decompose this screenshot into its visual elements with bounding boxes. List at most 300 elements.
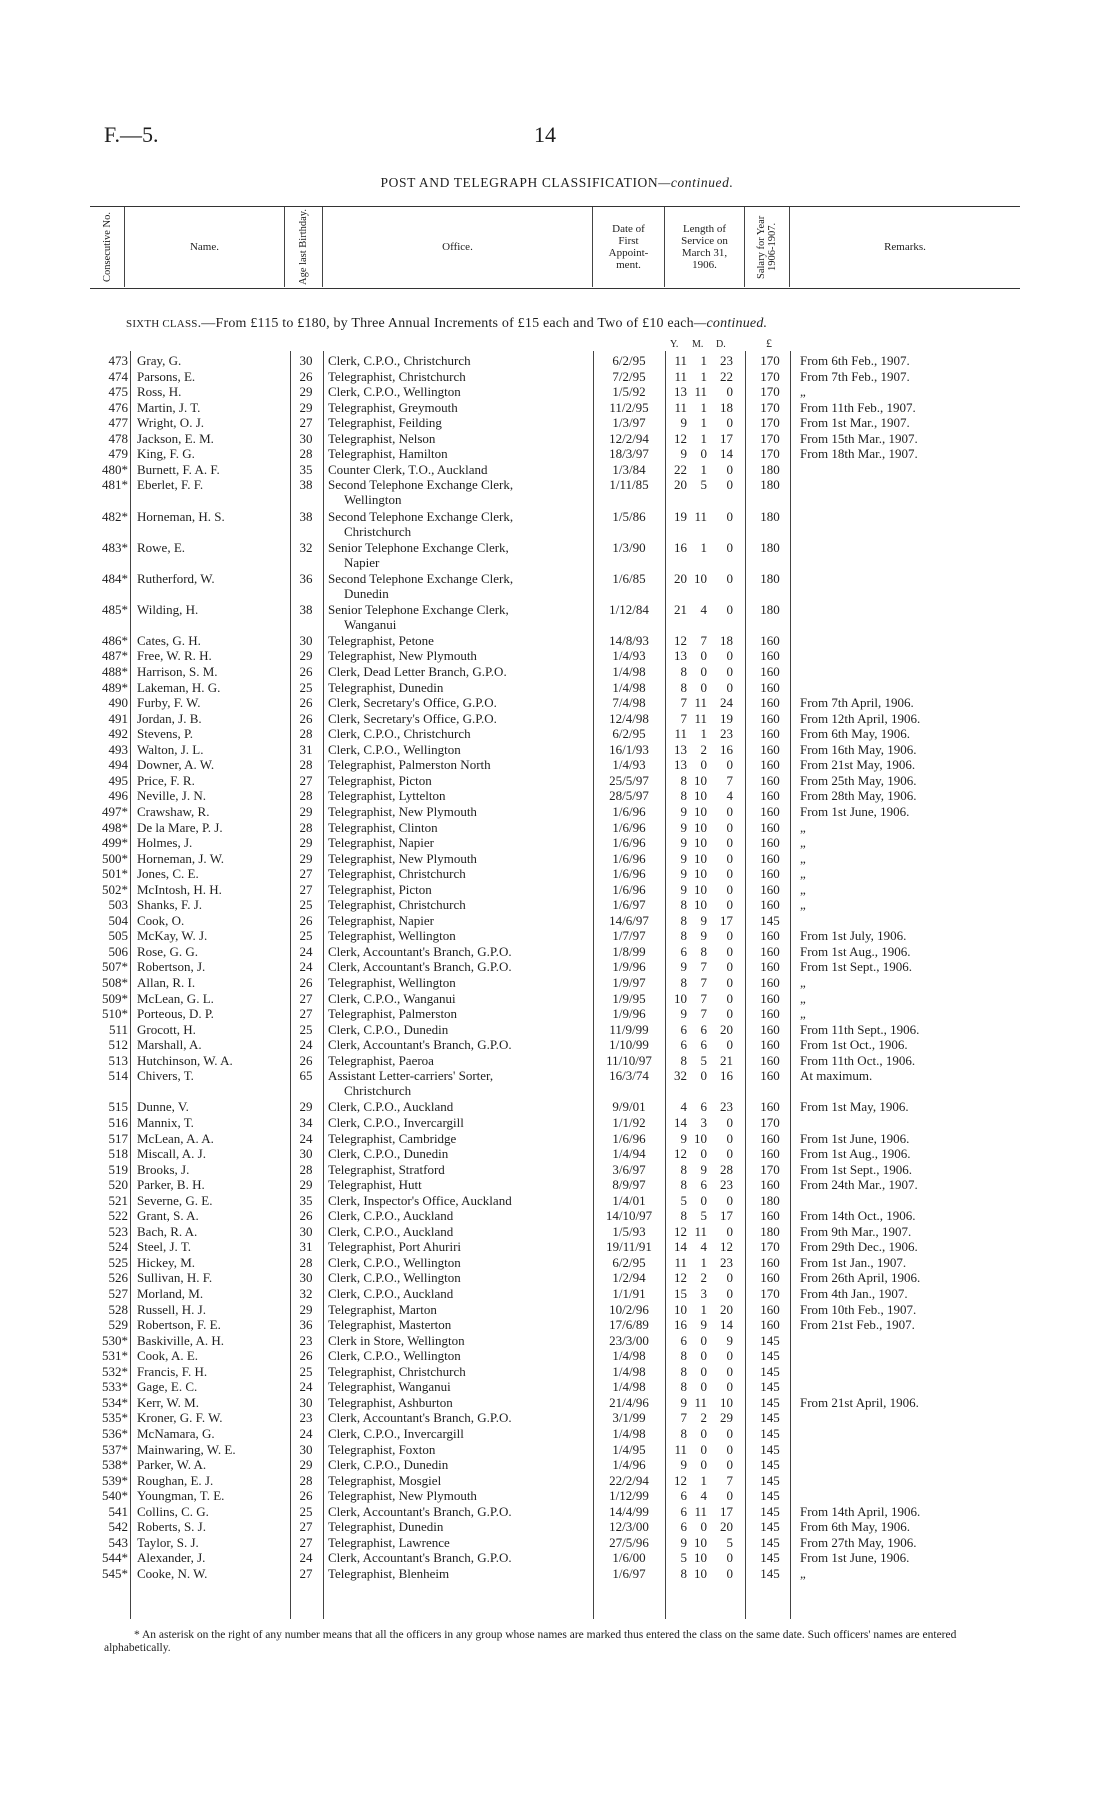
service-days: 0 xyxy=(726,1457,733,1473)
office xyxy=(328,664,585,679)
salary: 160 xyxy=(760,1068,780,1084)
appointment-date: 1/4/98 xyxy=(612,1379,646,1395)
officer-name: Russell, H. J. xyxy=(137,1301,206,1317)
appointment-date: 1/6/96 xyxy=(612,866,646,882)
service-days: 18 xyxy=(720,399,733,415)
service-years: 8 xyxy=(680,772,687,788)
office xyxy=(328,509,585,539)
age: 29 xyxy=(299,1099,313,1115)
remarks: From 9th Mar., 1907. xyxy=(800,1223,912,1239)
no: 506 xyxy=(108,943,128,959)
age: 36 xyxy=(299,570,313,586)
service-days: 0 xyxy=(726,1037,733,1053)
salary: 170 xyxy=(760,1286,780,1301)
age: 38 xyxy=(299,601,313,617)
office xyxy=(328,1535,585,1550)
salary: 170 xyxy=(760,1239,780,1255)
office-line: Clerk, C.P.O., Wellington xyxy=(328,1270,461,1286)
office-line: Telegraphist, Napier xyxy=(328,835,434,851)
office xyxy=(328,1162,585,1177)
appointment-date: 1/4/98 xyxy=(612,1363,646,1379)
office xyxy=(328,1177,585,1192)
appointment-date: 6/2/95 xyxy=(612,726,646,742)
age: 25 xyxy=(299,928,313,944)
office xyxy=(328,991,585,1006)
no: 518 xyxy=(108,1146,128,1162)
service-years: 8 xyxy=(680,897,687,913)
no: 532* xyxy=(102,1363,128,1379)
age: 29 xyxy=(299,1301,313,1317)
service-months: 11 xyxy=(694,508,707,524)
officer-name: Mannix, T. xyxy=(137,1114,194,1130)
service-months: 11 xyxy=(694,710,707,726)
no: 479 xyxy=(108,446,128,462)
office xyxy=(328,1193,585,1208)
service-days: 0 xyxy=(726,508,733,524)
service-days: 0 xyxy=(726,1425,733,1441)
office xyxy=(328,726,585,741)
age: 28 xyxy=(299,1161,313,1177)
salary: 160 xyxy=(760,881,780,897)
office xyxy=(328,1255,585,1270)
remarks: From 1st Sept., 1906. xyxy=(800,959,912,975)
service-months: 2 xyxy=(700,1270,707,1286)
office-line: Telegraphist, Dunedin xyxy=(328,679,444,695)
service-months: 0 xyxy=(700,446,707,462)
appointment-date: 12/4/98 xyxy=(609,710,649,726)
header-salary: Salary for Year 1906-1907. xyxy=(745,207,790,287)
appointment-date: 11/10/97 xyxy=(606,1052,652,1068)
service-days: 0 xyxy=(726,959,733,975)
remarks: From 6th Feb., 1907. xyxy=(800,353,910,368)
office-line: Telegraphist, Feilding xyxy=(328,415,442,431)
officer-name: Chivers, T. xyxy=(137,1068,194,1084)
age: 25 xyxy=(299,1021,313,1037)
salary: 160 xyxy=(760,803,780,819)
office-line: Clerk, Dead Letter Branch, G.P.O. xyxy=(328,664,507,679)
office xyxy=(328,804,585,819)
office xyxy=(328,540,585,570)
appointment-date: 1/5/93 xyxy=(612,1223,646,1239)
appointment-date: 12/2/94 xyxy=(609,430,649,446)
no: 489* xyxy=(102,679,128,695)
salary: 160 xyxy=(760,757,780,773)
service-days: 29 xyxy=(720,1410,733,1426)
service-days: 0 xyxy=(726,1488,733,1504)
office-line: Telegraphist, Masterton xyxy=(328,1317,452,1333)
no: 526 xyxy=(108,1270,128,1286)
appointment-date: 1/4/98 xyxy=(612,1425,646,1441)
no: 544* xyxy=(102,1550,128,1566)
remarks: From 12th April, 1906. xyxy=(800,710,921,726)
office xyxy=(328,446,585,461)
age: 26 xyxy=(299,1488,313,1504)
service-days: 0 xyxy=(726,415,733,431)
office xyxy=(328,680,585,695)
office xyxy=(328,369,585,384)
service-years: 12 xyxy=(674,430,687,446)
service-days: 21 xyxy=(720,1052,733,1068)
service-years: 8 xyxy=(680,1565,687,1581)
salary: 145 xyxy=(760,1534,780,1550)
appointment-date: 1/3/84 xyxy=(612,461,646,477)
no: 482* xyxy=(102,508,128,524)
service-months: 5 xyxy=(700,1208,707,1224)
appointment-date: 1/5/92 xyxy=(612,384,646,400)
service-years: 7 xyxy=(680,710,687,726)
remarks: From 1st Jan., 1907. xyxy=(800,1254,907,1270)
service-days: 0 xyxy=(726,975,733,990)
office xyxy=(328,773,585,788)
service-months: 10 xyxy=(694,772,707,788)
service-days: 17 xyxy=(720,912,733,928)
office-line: Clerk, Accountant's Branch, G.P.O. xyxy=(328,1503,512,1519)
office-line: Clerk, Accountant's Branch, G.P.O. xyxy=(328,1410,512,1426)
office-line: Telegraphist, Wellington xyxy=(328,928,456,944)
service-months: 11 xyxy=(694,384,707,400)
service-days: 23 xyxy=(720,1177,733,1193)
salary: 145 xyxy=(760,1519,780,1535)
officer-name: Walton, J. L. xyxy=(137,741,204,757)
officer-name: Cates, G. H. xyxy=(137,632,201,648)
service-months: 0 xyxy=(700,1379,707,1395)
office xyxy=(328,1006,585,1021)
office xyxy=(328,1395,585,1410)
officer-name: Kerr, W. M. xyxy=(137,1394,199,1410)
appointment-date: 1/4/98 xyxy=(612,1348,646,1364)
remarks: „ xyxy=(800,1565,806,1581)
office-line: Telegraphist, New Plymouth xyxy=(328,850,477,866)
service-days: 28 xyxy=(720,1161,733,1177)
service-years: 15 xyxy=(674,1286,687,1301)
officer-name: Cook, A. E. xyxy=(137,1348,199,1364)
service-years: 9 xyxy=(680,1534,687,1550)
service-days: 20 xyxy=(720,1519,733,1535)
office-line: Telegraphist, Hutt xyxy=(328,1177,422,1193)
header-remarks: Remarks. xyxy=(884,241,926,253)
office-line: Senior Telephone Exchange Clerk, xyxy=(328,601,509,617)
remarks: From 6th May, 1906. xyxy=(800,726,911,742)
age: 28 xyxy=(299,788,313,804)
salary: 180 xyxy=(760,1223,780,1239)
remarks: From 11th Feb., 1907. xyxy=(800,399,916,415)
service-days: 0 xyxy=(726,477,733,493)
remarks: From 26th April, 1906. xyxy=(800,1270,921,1286)
service-years: 9 xyxy=(680,835,687,851)
appointment-date: 1/1/92 xyxy=(612,1114,646,1130)
remarks: From 1st Aug., 1906. xyxy=(800,1146,911,1162)
service-months: 6 xyxy=(700,1021,707,1037)
service-years: 6 xyxy=(680,1503,687,1519)
salary: 160 xyxy=(760,1254,780,1270)
service-years: 9 xyxy=(680,881,687,897)
salary: 170 xyxy=(760,430,780,446)
service-years: 10 xyxy=(674,1301,687,1317)
service-years: 16 xyxy=(674,1317,687,1333)
service-years: 9 xyxy=(680,866,687,882)
office-line: Napier xyxy=(344,554,380,570)
office-line: Telegraphist, Clinton xyxy=(328,819,438,835)
salary: 145 xyxy=(760,1488,780,1504)
age: 24 xyxy=(299,1379,313,1395)
salary: 160 xyxy=(760,679,780,695)
office-line: Clerk, C.P.O., Wellington xyxy=(328,1348,461,1364)
service-days: 12 xyxy=(720,1239,733,1255)
office xyxy=(328,711,585,726)
appointment-date: 1/1/91 xyxy=(612,1286,646,1301)
appointment-date: 1/7/97 xyxy=(612,928,646,944)
office-line: Telegraphist, Dunedin xyxy=(328,1519,444,1535)
officer-name: Collins, C. G. xyxy=(137,1503,209,1519)
appointment-date: 1/9/97 xyxy=(612,975,646,990)
office-line: Clerk, Accountant's Branch, G.P.O. xyxy=(328,1550,512,1566)
salary: 160 xyxy=(760,710,780,726)
officer-name: Holmes, J. xyxy=(137,835,193,851)
salary: 160 xyxy=(760,772,780,788)
remarks: „ xyxy=(800,850,806,866)
age: 24 xyxy=(299,1037,313,1053)
age: 30 xyxy=(299,1394,313,1410)
office xyxy=(328,1146,585,1161)
salary: 160 xyxy=(760,726,780,742)
service-years: 6 xyxy=(680,1021,687,1037)
service-months: 10 xyxy=(694,1130,707,1146)
no: 522 xyxy=(108,1208,128,1224)
service-days: 18 xyxy=(720,632,733,648)
rule-office xyxy=(593,351,594,1619)
appointment-date: 11/9/99 xyxy=(609,1021,649,1037)
no: 507* xyxy=(102,959,128,975)
service-days: 7 xyxy=(726,772,733,788)
remarks: From 10th Feb., 1907. xyxy=(800,1301,917,1317)
no: 516 xyxy=(108,1114,128,1130)
service-days: 0 xyxy=(726,1270,733,1286)
appointment-date: 1/4/93 xyxy=(612,648,646,664)
age: 32 xyxy=(299,1286,313,1301)
office-line: Clerk, C.P.O., Auckland xyxy=(328,1286,454,1301)
age: 25 xyxy=(299,679,313,695)
service-years: 11 xyxy=(674,726,687,742)
no: 508* xyxy=(102,975,128,990)
service-days: 0 xyxy=(726,664,733,679)
appointment-date: 10/2/96 xyxy=(609,1301,649,1317)
salary: 160 xyxy=(760,959,780,975)
officer-name: Robertson, F. E. xyxy=(137,1317,221,1333)
remarks: From 21st May, 1906. xyxy=(800,757,916,773)
office-line: Clerk, Inspector's Office, Auckland xyxy=(328,1192,512,1208)
service-months: 7 xyxy=(700,632,707,648)
service-months: 7 xyxy=(700,975,707,990)
office xyxy=(328,835,585,850)
service-years: 8 xyxy=(680,664,687,679)
age: 26 xyxy=(299,1208,313,1224)
office xyxy=(328,1131,585,1146)
office-line: Clerk, C.P.O., Christchurch xyxy=(328,726,471,742)
age: 29 xyxy=(299,835,313,851)
officer-name: Roberts, S. J. xyxy=(137,1519,206,1535)
appointment-date: 1/6/96 xyxy=(612,835,646,851)
service-months: 6 xyxy=(700,1037,707,1053)
remarks: From 25th May, 1906. xyxy=(800,772,917,788)
office xyxy=(328,1068,585,1098)
service-months: 1 xyxy=(700,1254,707,1270)
appointment-date: 14/4/99 xyxy=(609,1503,649,1519)
office-line: Telegraphist, Lawrence xyxy=(328,1534,450,1550)
officer-name: Gage, E. C. xyxy=(137,1379,198,1395)
service-months: 1 xyxy=(700,415,707,431)
appointment-date: 1/4/01 xyxy=(612,1192,646,1208)
officer-name: Hutchinson, W. A. xyxy=(137,1052,233,1068)
remarks: „ xyxy=(800,1006,806,1022)
salary: 160 xyxy=(760,1301,780,1317)
service-years: 22 xyxy=(674,461,687,477)
no: 535* xyxy=(102,1410,128,1426)
appointment-date: 16/1/93 xyxy=(609,741,649,757)
service-months: 9 xyxy=(700,1317,707,1333)
no: 528 xyxy=(108,1301,128,1317)
remarks: From 6th May, 1906. xyxy=(800,1519,911,1535)
service-years: 8 xyxy=(680,788,687,804)
officer-name: Grant, S. A. xyxy=(137,1208,199,1224)
service-days: 0 xyxy=(726,835,733,851)
office-line: Clerk, Accountant's Branch, G.P.O. xyxy=(328,943,512,959)
office xyxy=(328,695,585,710)
officer-name: McLean, A. A. xyxy=(137,1130,214,1146)
appointment-date: 1/6/96 xyxy=(612,1130,646,1146)
office xyxy=(328,477,585,507)
service-days: 0 xyxy=(726,1286,733,1301)
office-line: Telegraphist, Wellington xyxy=(328,975,456,990)
service-days: 17 xyxy=(720,1503,733,1519)
salary: 145 xyxy=(760,1425,780,1441)
service-days: 0 xyxy=(726,819,733,835)
office-line: Telegraphist, Nelson xyxy=(328,430,436,446)
office xyxy=(328,1348,585,1363)
age: 30 xyxy=(299,1441,313,1457)
office xyxy=(328,1410,585,1425)
age: 30 xyxy=(299,1146,313,1162)
age: 27 xyxy=(299,772,313,788)
office-line: Clerk, Accountant's Branch, G.P.O. xyxy=(328,959,512,975)
salary: 160 xyxy=(760,1177,780,1193)
office-line: Telegraphist, Palmerston xyxy=(328,1006,458,1022)
office-line: Clerk, C.P.O., Wanganui xyxy=(328,990,456,1006)
age: 27 xyxy=(299,1565,313,1581)
service-days: 14 xyxy=(720,446,733,462)
salary: 160 xyxy=(760,1130,780,1146)
office xyxy=(328,1224,585,1239)
office xyxy=(328,928,585,943)
appointment-date: 1/3/97 xyxy=(612,415,646,431)
remarks: From 1st May, 1906. xyxy=(800,1099,909,1115)
no: 501* xyxy=(102,866,128,882)
service-months: 0 xyxy=(700,1332,707,1348)
no: 493 xyxy=(108,741,128,757)
no: 513 xyxy=(108,1052,128,1068)
remarks: From 1st Sept., 1906. xyxy=(800,1161,912,1177)
office-line: Telegraphist, New Plymouth xyxy=(328,648,477,664)
service-days: 17 xyxy=(720,430,733,446)
salary: 145 xyxy=(760,1379,780,1395)
service-months: 10 xyxy=(694,570,707,586)
no: 515 xyxy=(108,1099,128,1115)
no: 473 xyxy=(108,353,128,368)
service-years: 13 xyxy=(674,384,687,400)
office xyxy=(328,400,585,415)
remarks: From 1st June, 1906. xyxy=(800,1550,910,1566)
officer-name: Hickey, M. xyxy=(137,1254,196,1270)
service-days: 0 xyxy=(726,539,733,555)
office xyxy=(328,897,585,912)
officer-name: Cook, O. xyxy=(137,912,185,928)
service-years: 19 xyxy=(674,508,687,524)
service-months: 1 xyxy=(700,368,707,384)
service-days: 0 xyxy=(726,1146,733,1162)
age: 24 xyxy=(299,959,313,975)
service-months: 10 xyxy=(694,866,707,882)
service-years: 5 xyxy=(680,1192,687,1208)
no: 520 xyxy=(108,1177,128,1193)
remarks: „ xyxy=(800,975,806,990)
no: 496 xyxy=(108,788,128,804)
appointment-date: 1/12/99 xyxy=(609,1488,649,1504)
salary: 160 xyxy=(760,1208,780,1224)
unit-months: M. xyxy=(692,339,704,350)
salary: 160 xyxy=(760,1052,780,1068)
service-years: 6 xyxy=(680,1519,687,1535)
service-months: 6 xyxy=(700,1099,707,1115)
age: 38 xyxy=(299,477,313,493)
office-line: Dunedin xyxy=(344,585,389,601)
service-years: 11 xyxy=(674,1441,687,1457)
office xyxy=(328,1208,585,1223)
age: 29 xyxy=(299,648,313,664)
office xyxy=(328,820,585,835)
office xyxy=(328,944,585,959)
office xyxy=(328,648,585,663)
office xyxy=(328,353,585,368)
office xyxy=(328,851,585,866)
service-days: 9 xyxy=(726,1332,733,1348)
appointment-date: 28/5/97 xyxy=(609,788,649,804)
office xyxy=(328,913,585,928)
officer-name: Allan, R. I. xyxy=(137,975,196,990)
officer-name: Shanks, F. J. xyxy=(137,897,203,913)
age: 27 xyxy=(299,1006,313,1022)
age: 27 xyxy=(299,881,313,897)
salary: 180 xyxy=(760,477,780,493)
officer-name: Jackson, E. M. xyxy=(137,430,214,446)
office-line: Telegraphist, Christchurch xyxy=(328,368,466,384)
officer-name: Parker, B. H. xyxy=(137,1177,205,1193)
service-months: 0 xyxy=(700,1519,707,1535)
appointment-date: 1/6/97 xyxy=(612,897,646,913)
age: 35 xyxy=(299,461,313,477)
officer-name: Robertson, J. xyxy=(137,959,206,975)
office xyxy=(328,1302,585,1317)
service-years: 9 xyxy=(680,803,687,819)
remarks: From 15th Mar., 1907. xyxy=(800,430,918,446)
office xyxy=(328,1022,585,1037)
officer-name: Harrison, S. M. xyxy=(137,664,218,679)
no: 491 xyxy=(108,710,128,726)
service-months: 4 xyxy=(700,601,707,617)
office-line: Telegraphist, Christchurch xyxy=(328,1363,466,1379)
office-line: Telegraphist, Cambridge xyxy=(328,1130,457,1146)
office-line: Telegraphist, Port Ahuriri xyxy=(328,1239,462,1255)
age: 29 xyxy=(299,1177,313,1193)
service-years: 11 xyxy=(674,399,687,415)
